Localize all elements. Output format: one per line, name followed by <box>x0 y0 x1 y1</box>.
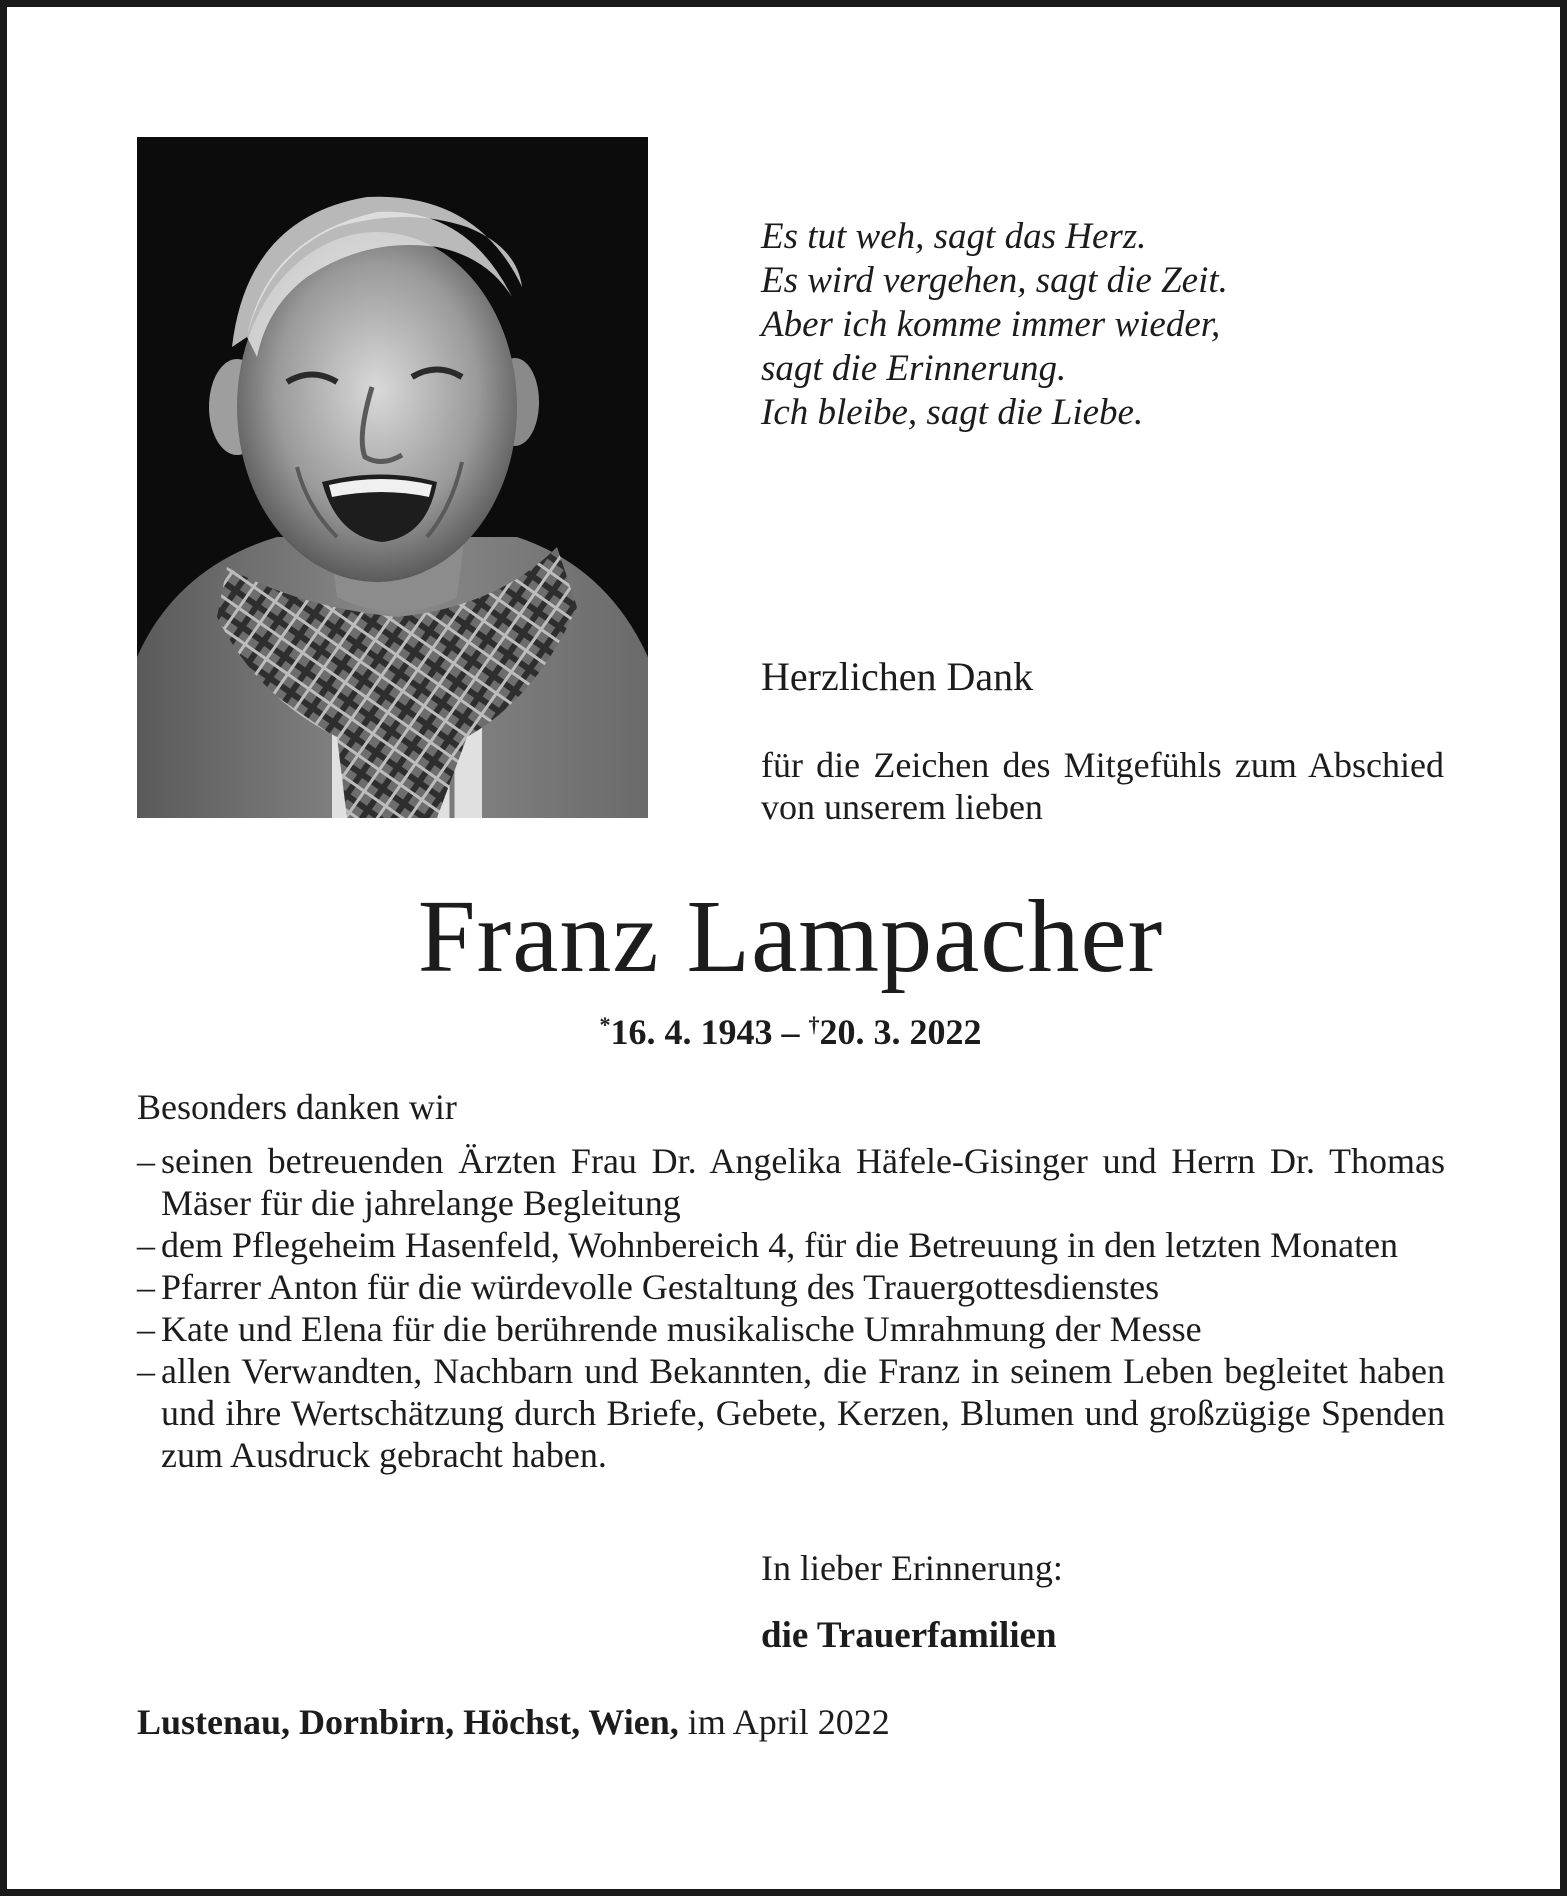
thanks-heading: Herzlichen Dank <box>761 654 1034 699</box>
list-item: – dem Pflegeheim Hasenfeld, Wohnbereich 4, für die Betreuung in den letzten Monaten <box>137 1224 1445 1266</box>
deceased-name: Franz Lampacher <box>417 879 1164 994</box>
list-item: – Pfarrer Anton für die würdevolle Gestaltung des Trauergottesdienstes <box>137 1266 1445 1308</box>
poem <box>761 215 1461 435</box>
date-separator: – <box>772 1012 809 1052</box>
acknowledgements-list <box>137 1140 1445 1476</box>
birth-date: 16. 4. 1943 <box>610 1012 773 1052</box>
places: Lustenau, Dornbirn, Höchst, Wien, <box>137 1702 679 1742</box>
death-date: 20. 3. 2022 <box>819 1012 982 1052</box>
life-dates <box>7 1003 1567 1054</box>
portrait-illustration <box>137 137 648 818</box>
poem-line: sagt die Erinnerung. <box>761 348 1067 389</box>
portrait-photo <box>137 137 648 818</box>
death-symbol: † <box>808 1012 820 1037</box>
date: im April 2022 <box>678 1702 890 1742</box>
poem-line: Aber ich komme immer wieder, <box>761 304 1221 345</box>
poem-line: Ich bleibe, sagt die Liebe. <box>761 392 1144 433</box>
acknowledgements-intro: Besonders danken wir <box>137 1087 457 1127</box>
poem-line: Es wird vergehen, sagt die Zeit. <box>761 260 1228 301</box>
birth-symbol: * <box>599 1012 611 1037</box>
closing-text: In lieber Erinnerung: <box>761 1548 1063 1588</box>
list-item: – seinen betreuenden Ärzten Frau Dr. Angelika Häfele-Gisinger und Herrn Dr. Thomas Mäser für die jahrelange Begleitung <box>137 1140 1445 1224</box>
list-item: – allen Verwandten, Nachbarn und Bekannten, die Franz in seinem Leben begleitet haben und ihre Wertschätzung durch Briefe, Gebete, Kerzen, Blumen und großzügige Spenden zum Ausdruck gebracht haben. <box>137 1350 1445 1476</box>
poem-line: Es tut weh, sagt das Herz. <box>761 216 1147 257</box>
thanks-text: für die Zeichen des Mitgefühls zum Abschied von unserem lieben <box>761 745 1444 827</box>
list-item: – Kate und Elena für die berührende musikalische Umrahmung der Messe <box>137 1308 1445 1350</box>
family-signature: die Trauerfamilien <box>761 1615 1057 1656</box>
place-and-date <box>137 1699 890 1745</box>
